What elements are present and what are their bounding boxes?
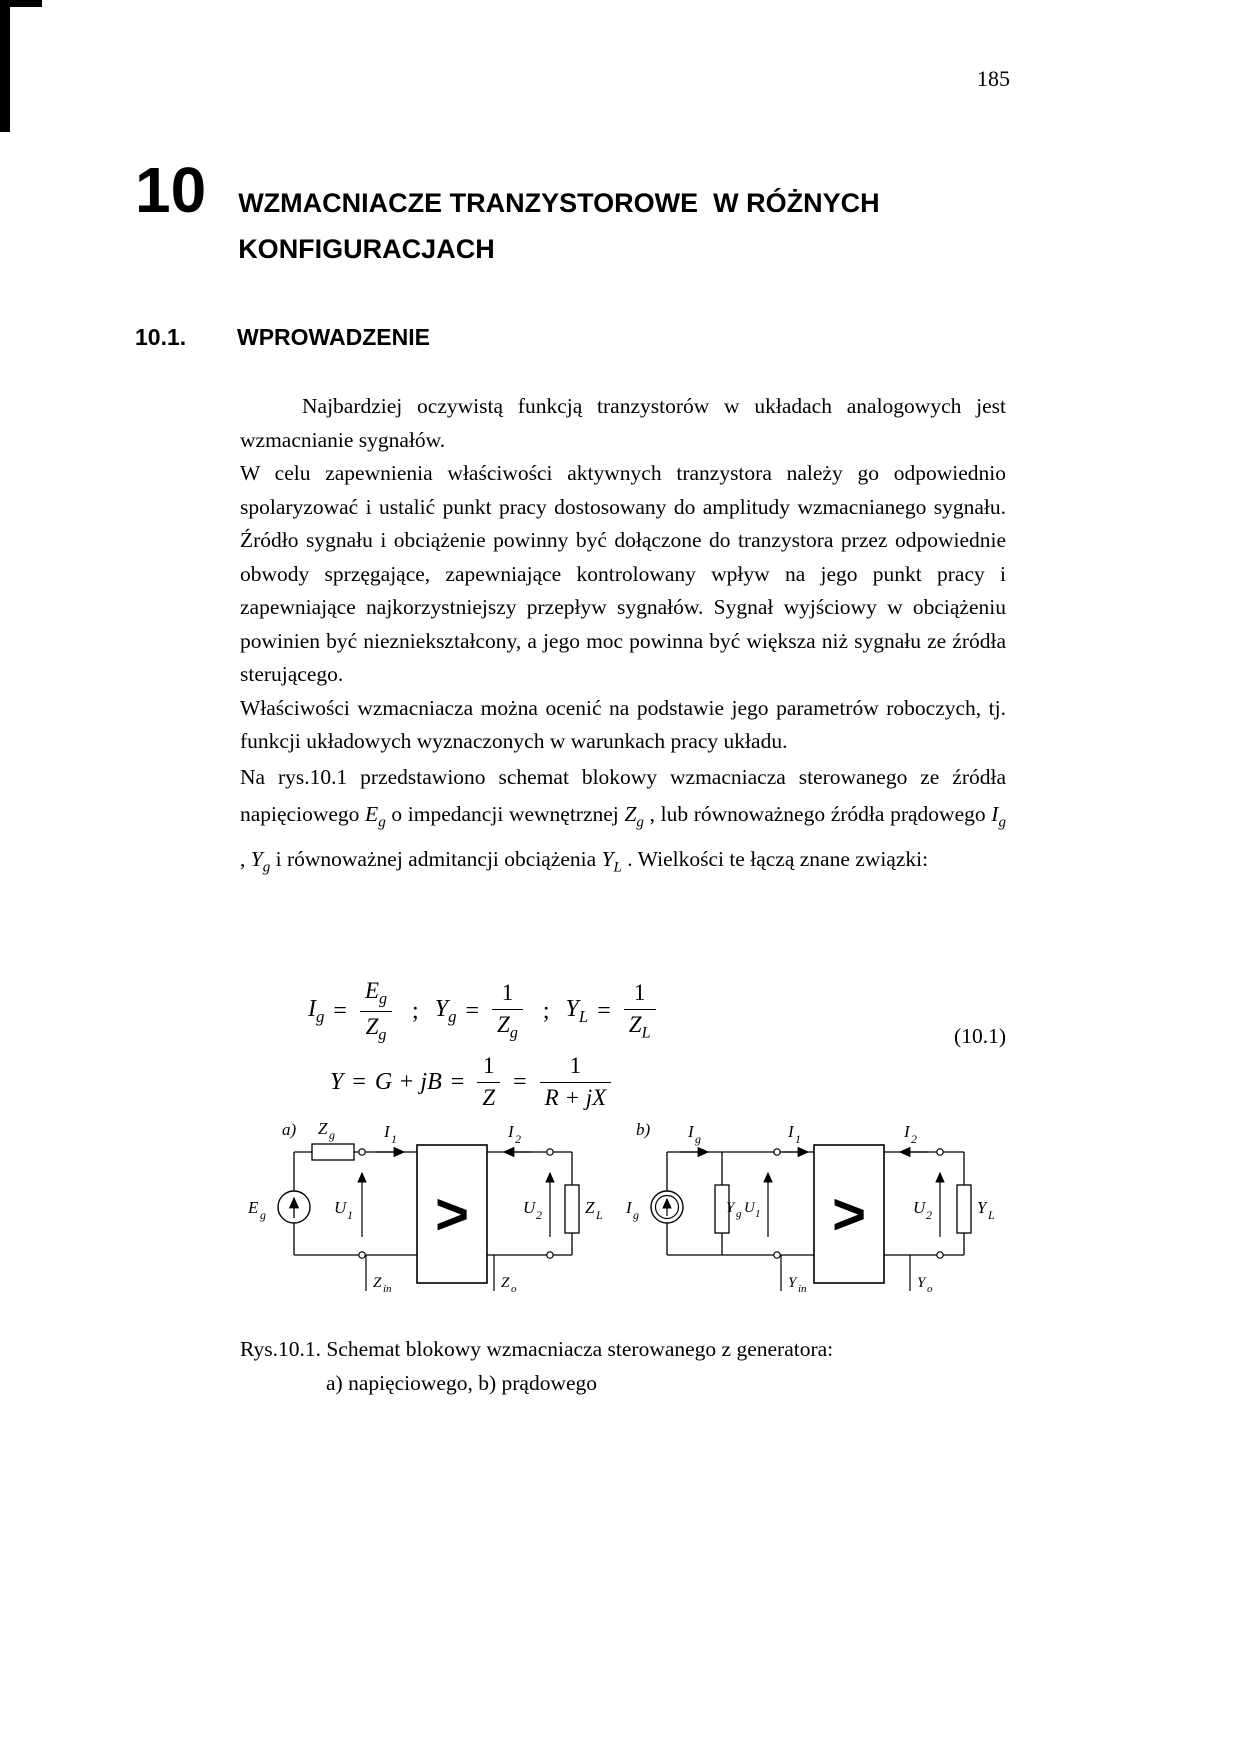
inline-math-yg: Y [250, 846, 263, 871]
output-terminal-top [547, 1149, 553, 1155]
label-ig-top-sub: g [695, 1132, 701, 1146]
label-u2-b-sub: 2 [926, 1208, 932, 1222]
label-eg: E [248, 1198, 259, 1217]
scan-artifact-left [0, 0, 10, 132]
paragraph-4 [240, 759, 1006, 887]
eq-fraction-eg-zg: $\frac{E_g}{Z_g}$ [360, 978, 392, 1045]
output-terminal-bottom [547, 1252, 553, 1258]
section-title: WPROWADZENIE [237, 324, 430, 350]
label-yo: Y [917, 1275, 926, 1291]
output-terminal-bottom-b [937, 1252, 943, 1258]
figure-b-circuit [622, 1115, 1002, 1307]
inline-math-ig-sub: g [998, 813, 1006, 830]
label-yo-sub: o [927, 1283, 933, 1295]
input-terminal-top [359, 1149, 365, 1155]
inline-math-yl-sub: L [613, 859, 622, 876]
label-yin: Y [788, 1275, 797, 1291]
label-yl: Y [977, 1198, 987, 1217]
label-yg-sub: g [736, 1208, 742, 1220]
eq-equals-3: = [597, 998, 611, 1025]
eq-fraction-1-zg: $\frac{1}{Z_g}$ [492, 980, 523, 1043]
label-eg-sub: g [260, 1208, 266, 1222]
inline-math-yg-sub: g [262, 859, 271, 876]
eq-fraction-1-z: $\frac{1}{Z}$ [477, 1053, 500, 1111]
equation-10-1 [240, 978, 1006, 1111]
paragraph-4-text-5: i równoważnej admitancji obciążenia [270, 846, 602, 871]
paragraph-4-text-2: o impedancji wewnętrznej [385, 801, 625, 826]
eq-separator-1: ; [412, 998, 419, 1025]
label-u1-b-sub: 1 [755, 1208, 761, 1220]
label-u1-b: U [744, 1200, 755, 1216]
inline-math-eg: E [365, 801, 379, 826]
label-u2-sub: 2 [536, 1208, 542, 1222]
chapter-title [238, 158, 879, 272]
chapter-number: 10 [135, 154, 207, 226]
eq-equals-5: = [450, 1068, 465, 1095]
paragraph-4-text-1: Na rys.10.1 przedstawiono schemat blokowy wzmacniacza sterowanego ze źródła napięciowego [240, 764, 1006, 826]
equation-line-2 [240, 1053, 1006, 1111]
impedance-zg-box [312, 1144, 354, 1160]
page-number: 185 [977, 66, 1010, 91]
figure-b-tag: b) [636, 1120, 651, 1139]
label-zg-sub: g [329, 1128, 335, 1142]
figure-caption-line2: a) napięciowego, b) prądowego [326, 1371, 598, 1395]
paragraph-4-text-3: , lub równoważnego źródła prądowego [643, 801, 992, 826]
label-yin-sub: in [798, 1283, 807, 1295]
label-u2: U [523, 1198, 536, 1217]
eq-var-yg: $Y_g$ [434, 996, 457, 1026]
load-yl-box [957, 1185, 971, 1233]
label-i2: I [508, 1122, 514, 1141]
figure-caption-line1: Rys.10.1. Schemat blokowy wzmacniacza sterowanego z generatora: [240, 1337, 834, 1361]
label-u2-b: U [913, 1198, 926, 1217]
section-heading [135, 324, 430, 351]
label-u1: U [334, 1198, 347, 1217]
label-zg: Z [318, 1119, 328, 1138]
inline-math-ig: I [991, 801, 999, 826]
inline-math-eg-sub: g [378, 813, 386, 830]
body-text [240, 390, 1006, 886]
label-yl-sub: L [988, 1208, 995, 1222]
output-terminal-top-b [937, 1149, 943, 1155]
eq-fraction-1-zl: $\frac{1}{Z_L}$ [624, 980, 656, 1043]
load-zl-box [565, 1185, 579, 1233]
inline-math-yl: Y [601, 846, 614, 871]
figure-rys-10-1 [242, 1115, 1002, 1307]
chapter-title-line2: KONFIGURACJACH [238, 234, 495, 264]
paragraph-3: Właściwości wzmacniacza można ocenić na podstawie jego parametrów roboczych, tj. funkcji układowych wyznaczonych w warunkach pracy układu. [240, 695, 1006, 753]
figure-a-tag: a) [282, 1120, 297, 1139]
chapter-title-line1: WZMACNIACZE TRANZYSTOROWE W RÓŻNYCH [238, 188, 880, 218]
label-zl: Z [585, 1198, 595, 1217]
label-i1: I [384, 1122, 390, 1141]
label-ig-top: I [688, 1122, 694, 1141]
label-ig-source: I [626, 1198, 632, 1217]
paragraph-4-text-6: . Wielkości te łączą znane związki: [621, 846, 929, 871]
chapter-heading [135, 154, 880, 272]
eq-expr-gjb: G + jB [374, 1068, 442, 1095]
label-ig-source-sub: g [633, 1208, 639, 1222]
label-i2-b-sub: 2 [911, 1132, 917, 1146]
figure-caption [240, 1332, 833, 1400]
label-zl-sub: L [596, 1208, 603, 1222]
eq-separator-2: ; [542, 998, 550, 1025]
input-terminal-top-b [774, 1149, 780, 1155]
eq-var-yl: $Y_L$ [565, 996, 589, 1026]
equation-number: (10.1) [954, 1024, 1006, 1048]
label-i1-b: I [788, 1122, 794, 1141]
label-yg: Y [726, 1200, 735, 1216]
paragraph-4-text-4: , [240, 846, 251, 871]
input-terminal-bottom [359, 1252, 365, 1258]
section-number: 10.1. [135, 324, 187, 350]
label-i1-sub: 1 [391, 1132, 397, 1146]
amplifier-gain-symbol-b: > [832, 1182, 866, 1247]
inline-math-zg-sub: g [636, 813, 644, 830]
eq-equals-6: = [513, 1068, 527, 1095]
eq-var-y: Y [330, 1068, 344, 1095]
eq-var-ig: $I_g$ [308, 996, 325, 1026]
label-i1-b-sub: 1 [795, 1132, 801, 1146]
figure-a-circuit [242, 1115, 622, 1307]
equation-line-1 [240, 978, 1006, 1045]
label-i2-sub: 2 [515, 1132, 521, 1146]
eq-equals-4: = [352, 1068, 366, 1095]
label-u1-sub: 1 [347, 1208, 353, 1222]
eq-equals-2: = [465, 998, 480, 1025]
eq-equals-1: = [333, 998, 347, 1025]
amplifier-gain-symbol: > [435, 1182, 469, 1247]
input-terminal-bottom-b [774, 1252, 780, 1258]
label-zo: Z [501, 1275, 510, 1291]
paragraph-2: W celu zapewnienia właściwości aktywnych tranzystora należy go odpowiednio spolaryzować i ustalić punkt pracy dostosowany do amplitudy wzmacnianego sygnału. Źródło sygnału i obciążenie powinny być dołączone do tranzystora przez odpowiednie obwody sprzęgające, zapewniające kontrolowany wpływ na jego punkt pracy i zapewniające najkorzystniejszy przepływ sygnałów. Sygnał wyjściowy w obciążeniu powinien być niezniekształcony, a jego moc powinna być większa niż sygnału ze źródła sterującego. [240, 461, 1006, 686]
label-zo-sub: o [511, 1283, 517, 1295]
eq-fraction-1-rjx: $\frac{1}{R + jX}$ [540, 1053, 612, 1111]
label-zin-sub: in [383, 1283, 392, 1295]
scan-artifact-top [0, 0, 42, 7]
label-zin: Z [373, 1275, 382, 1291]
label-i2-b: I [904, 1122, 910, 1141]
paragraph-1: Najbardziej oczywistą funkcją tranzystorów w układach analogowych jest wzmacnianie sygnałów. [240, 394, 1006, 452]
inline-math-zg: Z [624, 801, 637, 826]
